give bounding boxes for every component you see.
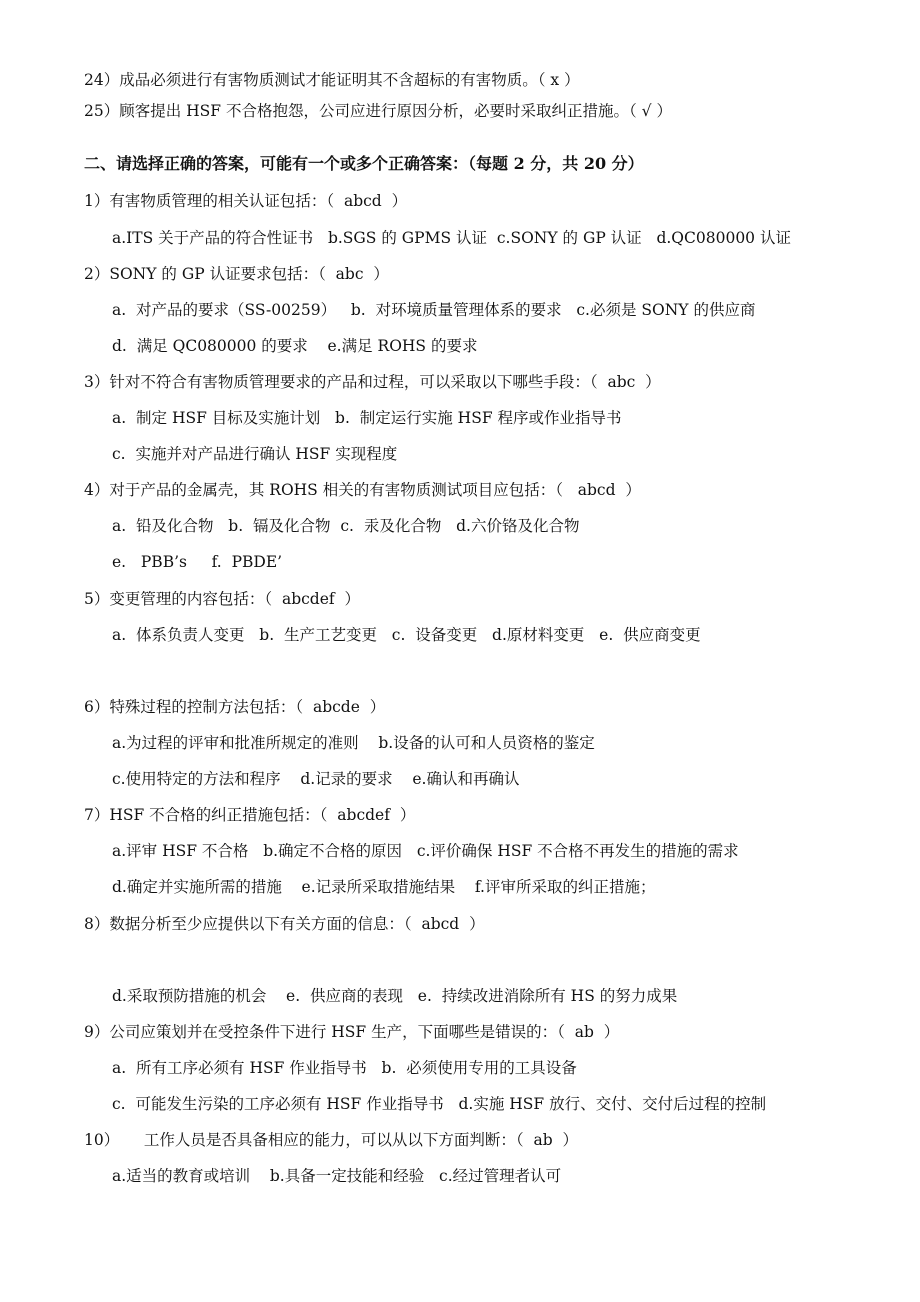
question-3-options: a. 制定 HSF 目标及实施计划 b. 制定运行实施 HSF 程序或作业指导书 [112,409,622,427]
question-2-options: d. 满足 QC080000 的要求 e.满足 ROHS 的要求 [112,337,478,355]
question-6-options: a.为过程的评审和批准所规定的准则 b.设备的认可和人员资格的鉴定 [112,734,595,752]
question-6-options: c.使用特定的方法和程序 d.记录的要求 e.确认和再确认 [112,770,520,788]
question-4-options: a. 铅及化合物 b. 镉及化合物 c. 汞及化合物 d.六价铬及化合物 [112,517,580,535]
question-6-stem: 6）特殊过程的控制方法包括：（ abcde ） [84,698,386,716]
section-heading: 二、请选择正确的答案，可能有一个或多个正确答案：（每题 2 分，共 20 分） [84,154,644,173]
question-4-stem: 4）对于产品的金属壳，其 ROHS 相关的有害物质测试项目应包括：（ abcd ） [84,481,641,499]
question-7-options: d.确定并实施所需的措施 e.记录所采取措施结果 f.评审所采取的纠正措施； [112,878,656,896]
judge-item-25: 25）顾客提出 HSF 不合格抱怨，公司应进行原因分析，必要时采取纠正措施。（ √ ） [84,102,672,120]
question-3-options: c. 实施并对产品进行确认 HSF 实现程度 [112,445,398,463]
question-5-options: a. 体系负责人变更 b. 生产工艺变更 c. 设备变更 d.原材料变更 e. 供应商变更 [112,626,701,644]
question-7-options: a.评审 HSF 不合格 b.确定不合格的原因 c.评价确保 HSF 不合格不再发生的措施的需求 [112,842,739,860]
question-10-options: a.适当的教育或培训 b.具备一定技能和经验 c.经过管理者认可 [112,1167,562,1185]
question-2-options: a. 对产品的要求（SS-00259） b. 对环境质量管理体系的要求 c.必须是 SONY 的供应商 [112,301,756,319]
question-10-stem: 10） 工作人员是否具备相应的能力，可以从以下方面判断：（ ab ） [84,1131,578,1149]
question-1-stem: 1）有害物质管理的相关认证包括：（ abcd ） [84,192,408,210]
judge-item-24: 24）成品必须进行有害物质测试才能证明其不含超标的有害物质。（ x ） [84,71,580,89]
question-7-stem: 7）HSF 不合格的纠正措施包括：（ abcdef ） [84,806,416,824]
question-8-options: d.采取预防措施的机会 e. 供应商的表现 e. 持续改进消除所有 HS 的努力成果 [112,987,678,1005]
question-8-stem: 8）数据分析至少应提供以下有关方面的信息：（ abcd ） [84,915,485,933]
question-9-stem: 9）公司应策划并在受控条件下进行 HSF 生产，下面哪些是错误的：（ ab ） [84,1023,620,1041]
question-9-options: c. 可能发生污染的工序必须有 HSF 作业指导书 d.实施 HSF 放行、交付、交付后过程的控制 [112,1095,767,1113]
question-4-options: e. PBB’s f. PBDE’ [112,553,283,571]
question-9-options: a. 所有工序必须有 HSF 作业指导书 b. 必须使用专用的工具设备 [112,1059,577,1077]
question-2-stem: 2）SONY 的 GP 认证要求包括：（ abc ） [84,265,389,283]
question-1-options: a.ITS 关于产品的符合性证书 b.SGS 的 GPMS 认证 c.SONY 的 GP 认证 d.QC080000 认证 [112,229,791,247]
question-3-stem: 3）针对不符合有害物质管理要求的产品和过程，可以采取以下哪些手段：（ abc ） [84,373,661,391]
question-5-stem: 5）变更管理的内容包括：（ abcdef ） [84,590,360,608]
